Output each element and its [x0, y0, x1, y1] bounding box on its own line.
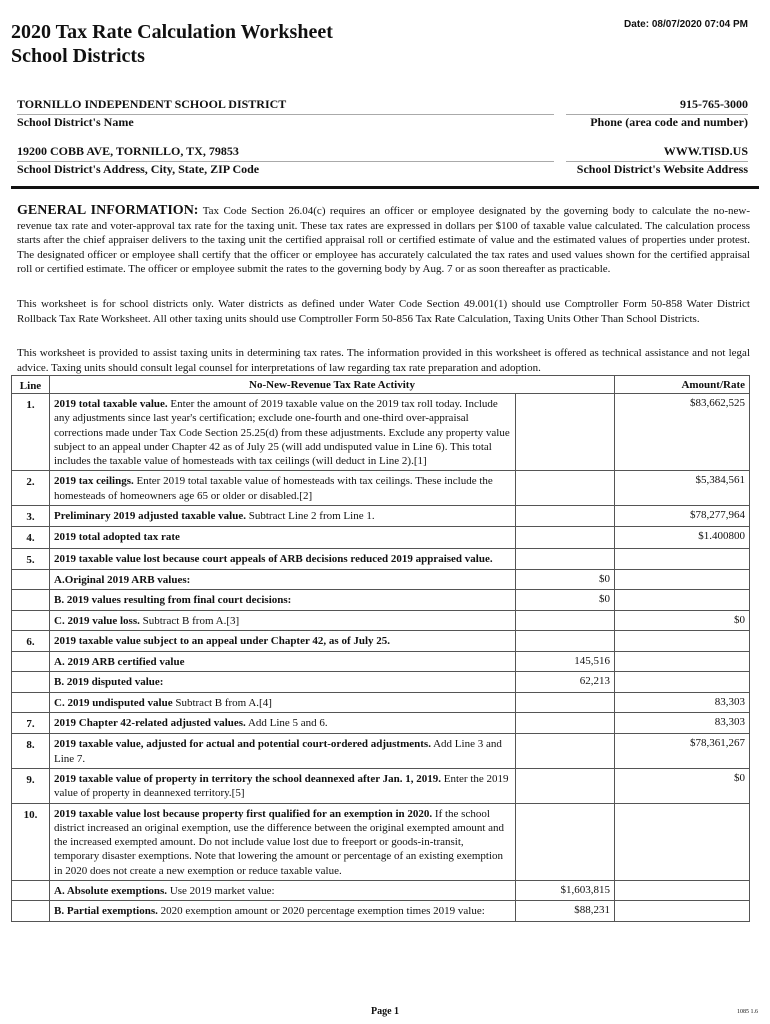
line-number	[12, 569, 50, 589]
district-name-label-row	[17, 115, 748, 132]
amount-rate: $5,384,561	[615, 471, 750, 506]
line-number: 2.	[12, 471, 50, 506]
activity-description	[50, 590, 516, 610]
amount-rate: $78,361,267	[615, 734, 750, 769]
table-row	[12, 881, 750, 901]
sub-amount	[516, 768, 615, 803]
activity-title: 2019 total taxable value.	[54, 398, 168, 410]
table-row	[12, 734, 750, 769]
general-info-text: Tax Code Section 26.04(c) requires an officer or employee designated by the governing body to calculate the no-new-revenue tax rate and voter-approval tax rate for the taxing unit. These tax rates are expressed in dollars per $100 of taxable value calculated. The calculation process starts after the chief appraiser delivers to the taxing unit the certified appraisal roll or certified estimate of value and the estimated values of properties under protest. The designated officer or employee shall certify that the officer or employee has accurately calculated the tax rates and used values shown for the certified appraisal roll or certified estimate. The officer or employee submit the rates to the governing body by Aug. 7 or as soon thereafter as practicable.	[17, 205, 750, 275]
activity-title: 2019 taxable value lost because court appeals of ARB decisions reduced 2019 appraised value.	[54, 552, 493, 565]
amount-rate	[615, 569, 750, 589]
activity-title: A. Absolute exemptions.	[54, 885, 168, 898]
activity-description	[50, 881, 516, 901]
activity-title: A. 2019 ARB certified value	[54, 656, 185, 669]
activity-title: B. 2019 disputed value:	[54, 676, 164, 689]
sub-amount: $88,231	[516, 901, 615, 921]
sub-amount: 62,213	[516, 672, 615, 692]
col-amount-header: Amount/Rate	[615, 376, 750, 394]
activity-description	[50, 901, 516, 921]
activity-description	[50, 768, 516, 803]
line-number	[12, 901, 50, 921]
line-number	[12, 590, 50, 610]
address-value: 19200 COBB AVE, TORNILLO, TX, 79853	[17, 144, 239, 158]
address-row	[17, 144, 748, 161]
table-row	[12, 672, 750, 692]
table-row	[12, 692, 750, 712]
phone-label: Phone (area code and number)	[590, 115, 748, 129]
activity-text: Subtract B from A.[3]	[139, 614, 240, 627]
activity-description	[50, 652, 516, 672]
date-stamp: Date: 08/07/2020 07:04 PM	[624, 19, 748, 30]
phone-value: 915-765-3000	[680, 97, 748, 111]
worksheet-body	[12, 394, 750, 922]
activity-description	[50, 713, 516, 734]
sub-amount	[516, 471, 615, 506]
amount-rate	[615, 901, 750, 921]
amount-rate	[615, 803, 750, 880]
amount-rate: $0	[615, 768, 750, 803]
activity-title: 2019 taxable value, adjusted for actual and potential court-ordered adjustments.	[54, 738, 431, 751]
line-number	[12, 672, 50, 692]
activity-text: Enter 2019 total taxable value of homesteads with tax ceilings. These include the homesteads of homeowners age 65 or older or disabled.[2]	[54, 475, 493, 502]
sub-amount	[516, 713, 615, 734]
activity-description	[50, 569, 516, 589]
activity-description	[50, 734, 516, 769]
sub-amount	[516, 692, 615, 712]
title-line-2: School Districts	[11, 45, 145, 67]
table-row	[12, 527, 750, 548]
line-number: 8.	[12, 734, 50, 769]
amount-rate	[615, 672, 750, 692]
table-row	[12, 394, 750, 471]
amount-rate: $78,277,964	[615, 506, 750, 527]
table-row	[12, 768, 750, 803]
sub-amount	[516, 394, 615, 471]
line-number	[12, 881, 50, 901]
activity-description	[50, 394, 516, 471]
amount-rate: $0	[615, 610, 750, 630]
activity-title: Preliminary 2019 adjusted taxable value.	[54, 510, 246, 523]
line-number: 9.	[12, 768, 50, 803]
activity-description	[50, 548, 516, 569]
line-number: 1.	[12, 394, 50, 471]
address-label-row	[17, 162, 748, 179]
sub-amount: $0	[516, 569, 615, 589]
sub-amount	[516, 527, 615, 548]
title-line-1: 2020 Tax Rate Calculation Worksheet	[11, 21, 333, 43]
sub-amount	[516, 610, 615, 630]
sub-amount: $0	[516, 590, 615, 610]
amount-rate	[615, 652, 750, 672]
activity-description	[50, 630, 516, 651]
activity-title: 2019 Chapter 42-related adjusted values.	[54, 717, 246, 730]
amount-rate: $1.400800	[615, 527, 750, 548]
amount-rate: 83,303	[615, 692, 750, 712]
amount-rate: 83,303	[615, 713, 750, 734]
table-row	[12, 548, 750, 569]
activity-description	[50, 527, 516, 548]
line-number: 10.	[12, 803, 50, 880]
activity-title: 2019 taxable value of property in territory the school deannexed after Jan. 1, 2019.	[54, 772, 441, 785]
district-name-value: TORNILLO INDEPENDENT SCHOOL DISTRICT	[17, 97, 287, 111]
general-info-heading: GENERAL INFORMATION:	[17, 203, 199, 218]
activity-description	[50, 692, 516, 712]
general-info-paragraph	[17, 204, 750, 277]
section-divider	[11, 186, 759, 189]
page-title	[11, 20, 333, 68]
table-row	[12, 652, 750, 672]
activity-text: Enter the 2019 value of property in deannexed territory.[5]	[54, 772, 509, 800]
activity-text: Subtract Line 2 from Line 1.	[245, 510, 375, 523]
activity-text: 2020 exemption amount or 2020 percentage exemption times 2019 value:	[157, 905, 485, 918]
table-row	[12, 506, 750, 527]
line-number	[12, 692, 50, 712]
sub-amount	[516, 506, 615, 527]
activity-title: 2019 taxable value lost because property first qualified for an exemption in 2020.	[54, 807, 433, 820]
district-name-row	[17, 97, 748, 114]
activity-text: Subtract B from A.[4]	[172, 696, 272, 709]
activity-description	[50, 803, 516, 880]
website-value: WWW.TISD.US	[663, 144, 748, 158]
table-row	[12, 901, 750, 921]
col-activity-header: No-New-Revenue Tax Rate Activity	[50, 376, 615, 394]
line-number: 6.	[12, 630, 50, 651]
district-name-label: School District's Name	[17, 115, 134, 129]
sub-amount	[516, 630, 615, 651]
amount-rate	[615, 630, 750, 651]
sub-amount	[516, 548, 615, 569]
sub-amount	[516, 803, 615, 880]
activity-title: 2019 total adopted tax rate	[54, 531, 180, 544]
activity-text: Add Line 5 and 6.	[245, 717, 328, 730]
activity-title: C. 2019 value loss.	[54, 614, 140, 627]
activity-title: C. 2019 undisputed value	[54, 696, 173, 709]
activity-text: If the school district increased an original exemption, use the difference between the original exempted amount and the increased exempted amount. Do not include value lost due to freeport or goods-in-transit, temporary disaster exemptions. Note that lowering the amount or percentage of an existing exemption in 2020 does not create a new exemption or reduce taxable value.	[54, 807, 505, 877]
line-number: 4.	[12, 527, 50, 548]
activity-title: A.Original 2019 ARB values:	[54, 573, 191, 586]
form-code: 1085 1.6	[737, 1009, 758, 1015]
activity-description	[50, 610, 516, 630]
table-row	[12, 569, 750, 589]
table-header-row	[12, 376, 750, 394]
page-number: Page 1	[370, 1006, 400, 1017]
activity-text: Enter the amount of 2019 taxable value on the 2019 tax roll today. Include any adjustments since last year's certification; exclude one-fourth and one-third over-appraisal corrections made under Tax Code Section 25.25(d) from these adjustments. Exclude any property value subject to an appeal under Chapter 42 as of July 25 (will add undisputed value in Line 6). This total includes the taxable value of homesteads with tax ceilings (will deduct in Line 2).[1]	[54, 398, 510, 468]
table-row	[12, 803, 750, 880]
table-row	[12, 471, 750, 506]
address-label: School District's Address, City, State, ZIP Code	[17, 162, 260, 176]
amount-rate	[615, 590, 750, 610]
activity-description	[50, 672, 516, 692]
activity-description	[50, 471, 516, 506]
sub-amount: $1,603,815	[516, 881, 615, 901]
amount-rate	[615, 881, 750, 901]
activity-text: Add Line 3 and Line 7.	[54, 738, 502, 765]
line-number: 7.	[12, 713, 50, 734]
website-label: School District's Website Address	[576, 162, 748, 176]
table-row	[12, 630, 750, 651]
line-number	[12, 610, 50, 630]
line-number	[12, 652, 50, 672]
amount-rate	[615, 548, 750, 569]
disclaimer-paragraph: This worksheet is provided to assist taxing units in determining tax rates. The information provided in this worksheet is offered as technical assistance and not legal advice. Taxing units should consult legal counsel for interpretations of law regarding tax rate preparation and adoption.	[17, 347, 750, 374]
amount-rate: $83,662,525	[615, 394, 750, 471]
line-number: 5.	[12, 548, 50, 569]
table-row	[12, 590, 750, 610]
activity-title: 2019 taxable value subject to an appeal under Chapter 42, as of July 25.	[54, 634, 391, 647]
line-number: 3.	[12, 506, 50, 527]
sub-amount: 145,516	[516, 652, 615, 672]
sub-amount	[516, 734, 615, 769]
worksheet-scope-paragraph: This worksheet is for school districts only. Water districts as defined under Water Code Section 49.001(1) should use Comptroller Form 50-858 Water District Rollback Tax Rate Worksheet. All other taxing units should use Comptroller Form 50-856 Tax Rate Calculation, Taxing Units Other Than School Districts.	[17, 298, 750, 325]
activity-text: Use 2019 market value:	[167, 885, 275, 898]
table-row	[12, 610, 750, 630]
activity-description	[50, 506, 516, 527]
col-line-header: Line	[12, 376, 50, 394]
worksheet-table	[11, 375, 750, 922]
table-row	[12, 713, 750, 734]
activity-title: 2019 tax ceilings.	[54, 475, 134, 488]
activity-title: B. Partial exemptions.	[54, 905, 158, 918]
activity-title: B. 2019 values resulting from final court decisions:	[54, 594, 292, 607]
